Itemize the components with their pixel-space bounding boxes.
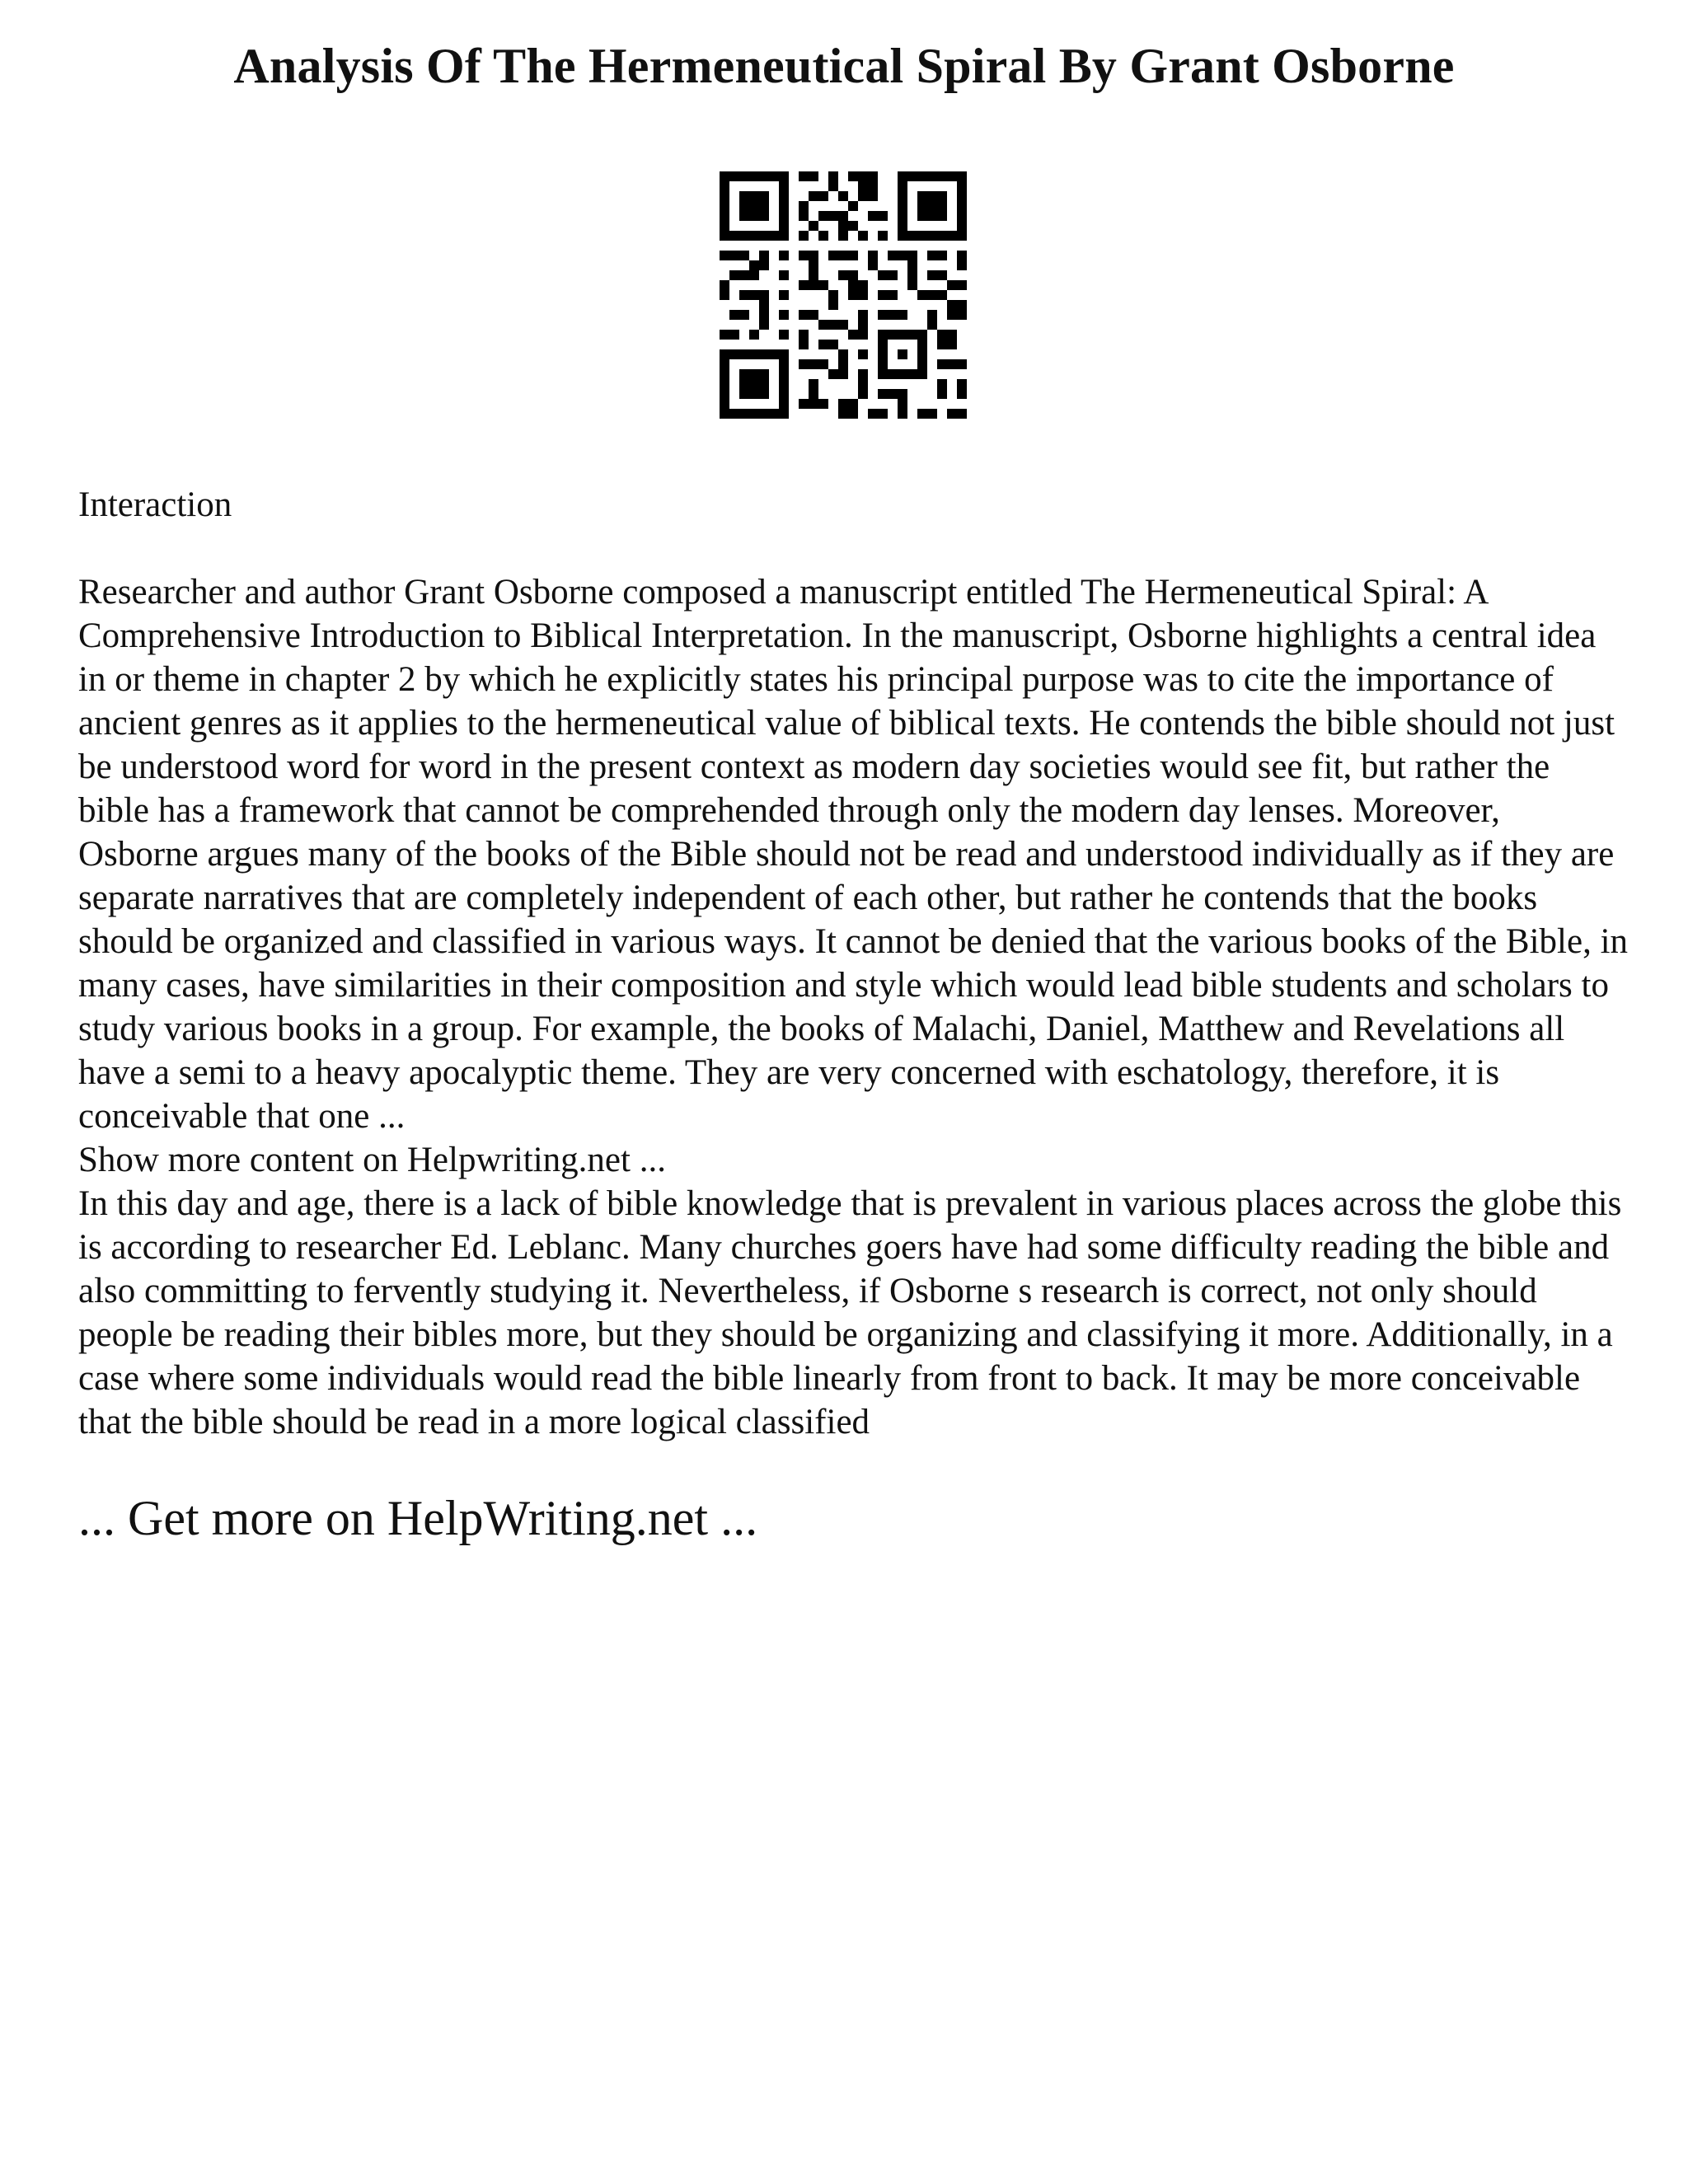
paragraph-1: Researcher and author Grant Osborne composed a manuscript entitled The Hermeneutical Spiral: A Comprehensive Introduction to Biblical Interpretation. In the manuscript, Osborne highlights a central idea in or theme in chapter 2 by which he explicitly states his principal purpose was to cite the importance of ancient genres as it applies to the hermeneutical value of biblical texts. He contends the bible should not just be understood word for word in the present context as modern day societies would see fit, but rather the bible has a framework that cannot be comprehended through only the modern day lenses. Moreover, Osborne argues many of the books of the Bible should not be read and understood individually as if they are separate narratives that are completely independent of each other, but rather he contends that the books should be organized and classified in various ways. It cannot be denied that the various books of the Bible, in many cases, have similarities in their composition and style which would lead bible students and scholars to study various books in a group. For example, the books of Malachi, Daniel, Matthew and Revelations all have a semi to a heavy apocalyptic theme. They are very concerned with eschatology, therefore, it is conceivable that one ...: [78, 573, 1629, 1136]
article-body: [78, 570, 1628, 1444]
qr-code-icon: [720, 171, 967, 419]
section-heading: Interaction: [78, 485, 232, 524]
get-more-link[interactable]: ... Get more on HelpWriting.net ...: [78, 1491, 758, 1545]
page-title: Analysis Of The Hermeneutical Spiral By Grant Osborne: [233, 39, 1455, 93]
show-more-link[interactable]: Show more content on Helpwriting.net ...: [78, 1141, 666, 1179]
paragraph-2: In this day and age, there is a lack of bible knowledge that is prevalent in various places across the globe this is according to researcher Ed. Leblanc. Many churches goers have had some difficulty reading the bible and also committing to fervently studying it. Nevertheless, if Osborne s research is correct, not only should people be reading their bibles more, but they should be organizing and classifying it more. Additionally, in a case where some individuals would read the bible linearly from front to back. It may be more conceivable that the bible should be read in a more logical classified: [78, 1184, 1622, 1441]
qr-code-image: [720, 171, 967, 419]
